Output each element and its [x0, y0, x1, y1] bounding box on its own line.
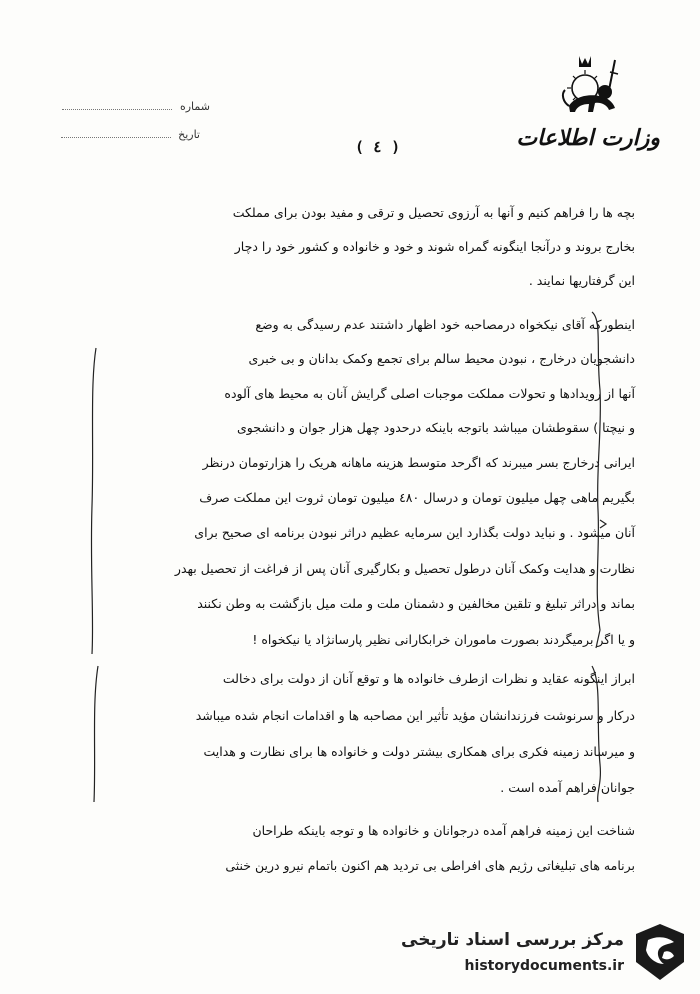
lion-and-sun-emblem-icon	[555, 50, 625, 120]
body-line: بچه ها را فراهم کنیم و آنها به آرزوی تحصیل و ترقی و مفید بودن برای مملکت	[232, 205, 635, 220]
body-line: آنان میشود . و نباید دولت بگذارد این سرمایه عظیم دراثر نبودن برنامه ای صحیح برای	[194, 525, 635, 540]
margin-bracket-mark	[588, 664, 608, 804]
body-line: بگیریم ماهی چهل میلیون تومان و درسال ٤٨٠ میلیون تومان ثروت این مملکت صرف	[199, 490, 635, 505]
ministry-title: وزارت اطلاعات	[516, 125, 660, 151]
body-line: و میرساند زمینه فکری برای همکاری بیشتر دولت و خانواده ها برای نظارت و هدایت	[203, 744, 635, 759]
document-date-field	[80, 128, 200, 141]
margin-line-mark	[86, 346, 100, 656]
body-line: اینطورکه آقای نیکخواه درمصاحبه خود اظهار داشتند عدم رسیدگی به وضع	[255, 317, 635, 332]
body-line: بخارج بروند و درآنجا اینگونه گمراه شوند و خود و خانواده و کشور خود را دچار	[234, 239, 635, 254]
body-line: آنها از رویدادها و تحولات مملکت موجبات اصلی گرایش آنان به محیط های آلوده	[224, 386, 635, 401]
body-line: نظارت و هدایت وکمک آنان درطول تحصیل و بکارگیری آنان پس از فراغت از تحصیل بهدر	[174, 561, 635, 576]
date-blank	[61, 137, 171, 138]
date-label: تاریخ	[178, 128, 200, 141]
body-line: و یا اگر برمیگردند بصورت ماموران خرابکارانی نظیر پارسانژاد یا نیکخواه !	[252, 632, 635, 647]
body-line: ابراز اینگونه عقاید و نظرات ازطرف خانواده ها و توقع آنان از دولت برای دخالت	[222, 671, 635, 686]
body-line: این گرفتاریها نمایند .	[528, 273, 635, 288]
margin-bracket-mark	[588, 310, 612, 650]
body-line: دانشجویان درخارج ، نبودن محیط سالم برای تجمع وکمک بدانان و بی خبری	[248, 351, 635, 366]
document-number-field	[100, 100, 210, 113]
archive-logo-icon	[634, 922, 686, 982]
body-line: و نیچتا ) سقوطشان میباشد باتوجه باینکه درحدود چهل هزار جوان و دانشجوی	[236, 420, 635, 435]
body-line: برنامه های تبلیغاتی رژیم های افراطی بی تردید هم اکنون باتمام نیرو درین خنثی	[225, 858, 635, 873]
watermark	[386, 922, 686, 982]
body-line: جوانان فراهم آمده است .	[500, 780, 635, 795]
number-blank	[62, 109, 172, 110]
margin-line-mark	[88, 664, 102, 804]
body-line: درکار و سرنوشت فرزندانشان مؤید تأثیر این مصاحبه ها و اقدامات انجام شده میباشد	[195, 708, 635, 723]
page-number: ( ٤ )	[355, 138, 401, 156]
watermark-url: historydocuments.ir	[464, 958, 624, 974]
number-label: شماره	[179, 100, 210, 113]
body-line: ایرانی درخارج بسر میبرند که اگرحد متوسط هزینه ماهانه هریک را هزارتومان درنظر	[202, 455, 635, 470]
body-line: بماند و دراثر تبلیغ و تلقین مخالفین و دشمنان ملت و ملت میل بازگشت به وطن نکنند	[197, 596, 635, 611]
body-line: شناخت این زمینه فراهم آمده درجوانان و خانواده ها و توجه باینکه طراحان	[252, 823, 635, 838]
watermark-title: مرکز بررسی اسناد تاریخی	[401, 930, 624, 950]
